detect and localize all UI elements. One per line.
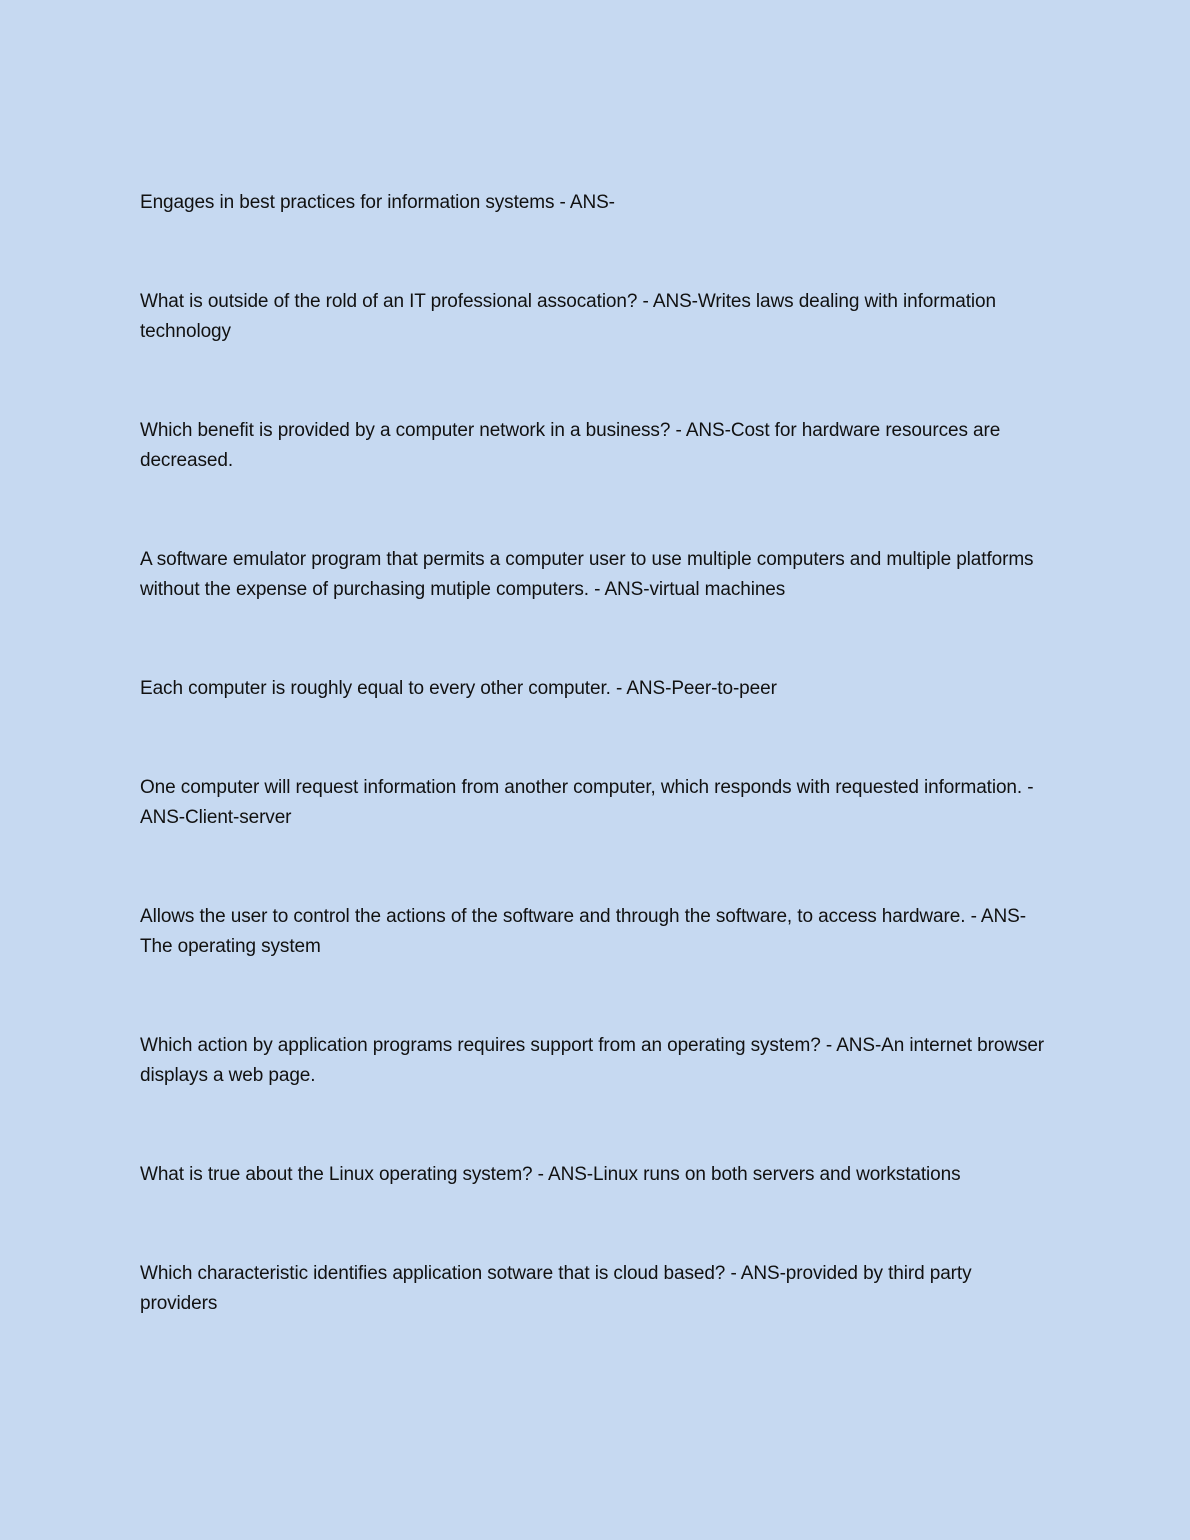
qa-entry-2: What is outside of the rold of an IT professional assocation? - ANS-Writes laws dealing with information technology (140, 291, 996, 342)
qa-entry-8: Which action by application programs requires support from an operating system? - ANS-An internet browser displays a web page. (140, 1035, 1045, 1086)
qa-entry-4: A software emulator program that permits a computer user to use multiple computers and multiple platforms without the expense of purchasing mutiple computers. - ANS-virtual machines (140, 549, 1034, 600)
qa-entry-6: One computer will request information from another computer, which responds with requested information. - ANS-Client-server (140, 777, 1034, 828)
qa-entry-5: Each computer is roughly equal to every other computer. - ANS-Peer-to-peer (140, 678, 777, 699)
qa-entry-1: Engages in best practices for information systems - ANS- (140, 192, 615, 213)
qa-entry-9: What is true about the Linux operating system? - ANS-Linux runs on both servers and workstations (140, 1164, 961, 1185)
qa-entry-3: Which benefit is provided by a computer network in a business? - ANS-Cost for hardware resources are decreased. (140, 420, 1001, 471)
qa-entry-7: Allows the user to control the actions of the software and through the software, to access hardware. - ANS-The operating system (140, 906, 1026, 957)
qa-entry-10: Which characteristic identifies application sotware that is cloud based? - ANS-provided by third party providers (140, 1263, 972, 1314)
